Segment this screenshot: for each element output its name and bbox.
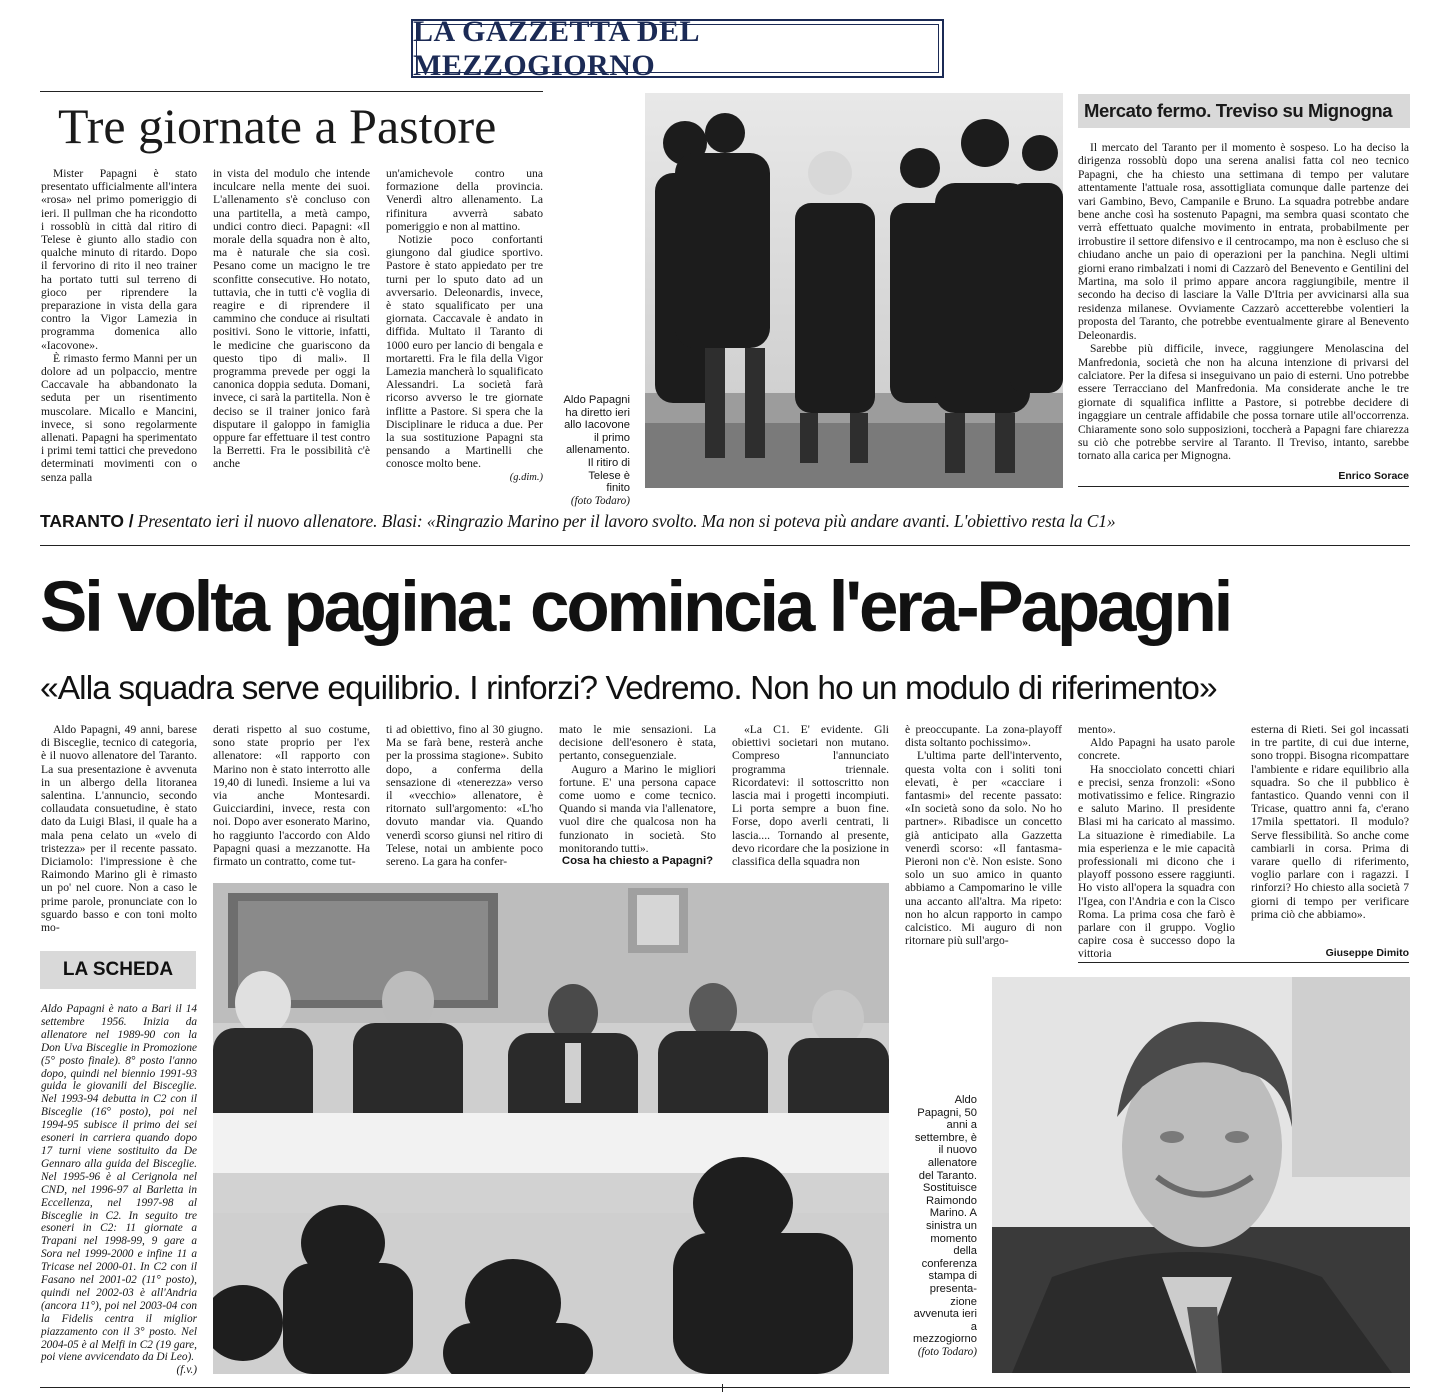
caption-line: Papagni, 50 [917,1106,977,1119]
caption-line: Aldo [954,1094,977,1106]
photo-credit: (foto Todaro) [917,1345,977,1358]
conference-photo [213,883,889,1374]
caption-line: mezzogiorno [912,1333,977,1346]
caption-line: a [970,1320,977,1333]
sidebar-headline: Mercato fermo. Treviso su Mignogna [1084,100,1393,121]
masthead-title: LA GAZZETTA DEL MEZZOGIORNO [413,14,699,82]
main-col-8 [1251,723,1409,921]
caption-line: zione [950,1295,977,1308]
masthead [411,14,944,82]
scheda-signature: (f.v.) [176,1364,197,1377]
sidebar-headline-box [1078,94,1410,128]
main-author-rule [1078,962,1409,963]
caption-line: il nuovo [938,1144,977,1157]
sidebar-body [1078,142,1409,464]
caption-line: allenatore [927,1156,977,1169]
top-left-rule [40,91,543,92]
main-col-6 [905,723,1062,947]
main-col2-p1: derati rispetto al suo costume, sono state proprio per l'ex allenatore: «Il rapporto con Marino non è stato interrotto alle 19,40 di lunedì. Insieme a lui va via anche Montesardi. Guicciardini, invece, resta con noi. Dopo aver esonerato Marino, ho raggiunto l'accordo con Aldo Papagni quasi a mezzanotte. Ha firmato un contratto, come tut- [213,723,370,869]
top-article-col-1 [41,167,197,484]
caption-line: sinistra un [926,1219,977,1232]
conference-photo-image [213,883,889,1374]
caption-line: Il ritiro di [587,456,630,469]
caption-line: del Taranto. [918,1169,977,1182]
top-headline: Tre giornate a Pastore [58,98,497,154]
kicker-text: Presentato ieri il nuovo allenatore. Blasi: «Ringrazio Marino per il lavoro svolto. Ma non si poteva più andare avanti. L'obiettivo resta la C1» [137,511,1116,531]
kicker [40,511,1410,532]
main-subheadline: «Alla squadra serve equilibrio. I rinforzi? Vedremo. Non ho un modulo di riferimento» [40,670,1217,707]
kicker-label: TARANTO / [40,511,134,531]
main-col1-p1: Aldo Papagni, 49 anni, barese di Bisceglie, tecnico di categoria, è il nuovo allenatore del Taranto. La sua presentazione è avvenuta in un albergo della litoranea salentina. L'annuncio, secondo collaudata consuetudine, è stato dato da Luigi Blasi, il quale ha a mala pena celato un «velo di tristezza» per il recente passato. Diciamolo: l'impressione è che Raimondo Marino gli è rimasto un po' nel cuore. Non a caso le prime parole, pronunciate con lo sguardo basso e con toni molto mo- [41,723,197,935]
main-col3-p1: ti ad obiettivo, fino al 30 giugno. Ma se farà bene, resterà anche per la prossima stagione». Subito dopo, a conferma della sensazione di «tenerezza» verso il «vecchio» allenatore, è ritornato sull'argomento: «L'ho dovuto mandar via. Quando venerdì scorso giunsi nel ritiro di Telese, notai un ambiente poco sereno. La gara ha confer- [386,723,543,869]
caption-line: stampa di [928,1270,977,1283]
papagni-portrait-image [992,977,1410,1373]
training-photo [645,93,1063,488]
top-col1-p2: È rimasto fermo Manni per un dolore ad un polpaccio, mentre Caccavale ha abbandonato la seduta per un risentimento muscolare. Micallo e Mancini, invece, si sono regolarmente allenati. Papagni ha sperimentato i primi temi tattici che prevedono determinati movimenti con o senza palla [41,351,197,484]
top-col3-p1: un'amichevole contro una formazione della provincia. Venerdì altro allenamento. La rifinitura avverrà sabato pomeriggio e non al mattino. [386,167,543,233]
training-photo-image [645,93,1063,488]
caption-line: momento [930,1232,977,1245]
caption-line: presenta- [929,1282,977,1295]
top-photo-caption [552,394,630,507]
portrait-caption [897,1094,977,1358]
top-signature: (g.dim.) [509,471,543,483]
main-col7-p3: Ha snocciolato concetti chiari e precisi, senza fronzoli: «Sono motivatissimo e felice. Ringrazio e saluto Marino. Il presidente Blasi mi ha caricato al massimo. La situazione è rimediabile. La mia esperienza e le mie capacità professionali mi dicono che i playoff possono essere raggiunti. Ho visto all'opera la squadra con l'Igea, con l'Andria e con la Cisco Roma. La prima cosa che farò è parlare con il gruppo. Voglio capire cosa è successo dopo la vittoria [1078,762,1235,961]
caption-line: conferenza [921,1257,977,1270]
main-col4-p2: Auguro a Marino le migliori fortune. E' una persona capace come uomo e come tecnico. Quando si manda via l'allenatore, vuol dire che qualcosa non ha funzionato in società. Sto monitorando tutti». [559,762,716,855]
sidebar-author: Enrico Sorace [1338,470,1409,482]
caption-line: il primo [593,431,630,444]
caption-line: finito [606,482,630,495]
sidebar-p1: Il mercato del Taranto per il momento è sospeso. Lo ha deciso la dirigenza rossoblù dopo una serena analisi fatta col neo tecnico Papagni, che ha chiesto una settimana di tempo per valutare attentamente l'attuale rosa, assottigliata comunque dalle partenze dei vari Gambino, Bevo, Campanile e Bruno. La squadra potrebbe andare bene anche così ha sostenuto Papagni, ma sembra quasi scontato che verrà effettuato qualche movimento in entrata, probabilmente per irrobustire il settore difensivo e il centrocampo, ma non è escluso che si chiudano anche un paio di operazioni per la panchina. Negli ultimi giorni erano rimbalzati i nomi di Cazzarò del Benevento e Gentilini del Martina, ma solo il primo appare ancora raggiungibile, mentre il secondo ha deciso di lasciare la Valle D'Itria per avvicinarsi alla sua residenza milanese. Ovviamente Cazzarò accetterebbe volentieri la proposta del Taranto, che potrebbe eventualmente girare al Benevento Deleonardis. [1078,142,1409,342]
sidebar-p2: Sarebbe più difficile, invece, raggiungere Menolascina del Manfredonia, società che non ha alcuna intenzione di privarsi del calciatore. Per la difesa si inseguivano un paio di esterni. Uno potrebbe essere Terracciano del Manfredonia. Ma considerate anche le tre giornate di squalifica inflitte a Pastore, si potrebbe decidere di ingaggiare un centrale affidabile che possa tornare utile all'occorrenza. Chiaramente sono solo supposizioni, toccherà a Papagni fare chiarezza su ciò che potrebbe servire al Taranto. Il Treviso, intanto, sarebbe tornato alla carica per Mignogna. [1078,343,1409,463]
top-col1-p1: Mister Papagni è stato presentato ufficialmente all'intera «rosa» nel primo pomeriggio di ieri. Il pullman che ha ricondotto i rossoblù in città dal ritiro di Telese è giunto allo stadio con qualche minuto di ritardo. Dopo il fervorino di rito il neo trainer ha portato tutti sul terreno di gioco per riprendere la preparazione in vista della gara contro la Vigor Lamezia in programma domenica allo «Iacovone». [41,167,197,352]
question: Cosa ha chiesto a Papagni? [561,855,714,868]
main-col6-p2: L'ultima parte dell'intervento, questa volta con i soliti toni elevati, è per «cacciare i fantasmi» del recente passato: «In società sono da solo. No ho partner». Ribadisce un concetto già anticipato alla Gazzetta venerdì scorso: «Il fantasma-Pieroni non c'è. Non esiste. Sono solo un suo amico in quanto abbiamo a Campomarino le ville una accanto all'altra. Ma ripeto: non ho alcun rapporto in campo calcistico. Mi auguro di non ritornare più sull'argo- [905,749,1062,948]
sidebar-bottom-rule [1078,486,1409,487]
caption-line: Sostituisce [922,1182,977,1195]
photo-credit: (foto Todaro) [570,494,630,507]
caption-line: settembre, è [914,1131,977,1144]
scheda-text: Aldo Papagni è nato a Bari il 14 settembre 1956. Inizia da allenatore nel 1989-90 con la Don Uva Bisceglie in Promozione (5° posto finale). 8° posto l'anno dopo, quindi nel biennio 1991-93 guida le giovanili del Bisceglie. Nel 1993-94 debutta in C2 con il Bisceglie (16° posto), poi nel 1994-95 subisce il primo dei sei esoneri in carriera quando dopo 17 turni viene sostituito da De Gennaro alla guida del Bisceglie. Nel 1995-96 è al Cerignola nel CND, nel 1996-97 al Barletta in Eccellenza, nel 1997-98 al Bisceglie in C2. In seguito tre esoneri in C2: 11 giornate a Trapani nel 1998-99, 9 gare a Sora nel 1999-2000 e infine 11 a Tricase nel 2000-01. In C2 con il Fasano nel 2001-02 (11° posto), quindi nel 2002-03 è all'Andria (ancora 11°), poi nel 2003-04 con la Fidelis centra il miglior piazzamento con il 3° posto. Nel 2004-05 è al Melfi in C2 (19 gare, poi viene avvicendato da Di Leo). [41,1003,197,1364]
caption-line: della [953,1245,977,1258]
main-author: Giuseppe Dimito [1325,947,1409,959]
main-col-3 [386,723,543,868]
top-article-col-3 [386,167,543,484]
caption-line: Raimondo [926,1194,977,1207]
bottom-center-tick [722,1384,723,1392]
caption-line: Aldo Papagni [563,394,630,406]
scheda-body [41,1003,197,1377]
caption-line: allenamento. [565,444,630,457]
main-headline: Si volta pagina: comincia l'era-Papagni [40,568,1231,647]
caption-line: Marino. A [929,1207,977,1220]
main-col8-p1: esterna di Rieti. Sei gol incassati in tre partite, di cui due interne, sono troppi. Bisogna ricompattare l'ambiente e ridare equilibrio alla squadra. So che il pubblico è fantastico. Quando venni con il Tricase, quattro anni fa, c'erano 17mila spettatori. Il modulo? Serve flessibilità. So anche come cambiarli in corsa. Prima di varare quello di riferimento, voglio parlare con i ragazzi. I rinforzi? Ho chiesto alla società 7 giorni di tempo per verificare prima ciò che abbiamo». [1251,723,1409,921]
top-col3-p2: Notizie poco confortanti giungono dal giudice sportivo. Pastore è stato appiedato per tre turni per lo sputo dato ad un avversario. Deleonardis, invece, è stato squalificato per una giornata. Caccavale è andato in diffida. Multato il Taranto di 1000 euro per lancio di bengala e mortaretti. Fra le fila della Vigor Lamezia mancherà lo squalificato Alessandri. La società farà ricorso avverso le tre giornate inflitte a Pastore. Si spera che la Disciplinare le riduca a due. Per la sua sostituzione Papagni sta pensando a Martinelli che conosce molto bene. [386,233,543,471]
main-col-5 [732,723,889,868]
main-col-2 [213,723,370,868]
main-col-7 [1078,723,1235,961]
scheda-title: LA SCHEDA [62,959,174,980]
main-col-1 [41,723,197,934]
scheda-title-box [40,951,196,989]
bottom-rule [40,1387,1410,1388]
main-col7-p2: Aldo Papagni ha usato parole concrete. [1078,736,1235,763]
main-col4-p1: mato le mie sensazioni. La decisione dell'esonero è stata, pertanto, conseguenziale. [559,723,716,763]
papagni-portrait [992,977,1410,1373]
caption-line: avvenuta ieri [913,1308,977,1321]
top-article-col-2 [213,167,370,471]
main-col5-p1: «La C1. E' evidente. Gli obiettivi societari non mutano. Compreso l'annunciato programma triennale. Ricordatevi: il sottoscritto non lascia mai i progetti incompiuti. Li porta sempre a buon fine. Forse, dopo averli centrati, li lascia.... Tornando al presente, devo ricordare che la posizione in classifica della squadra non [732,723,889,869]
caption-line: Telese è [588,469,630,482]
kicker-rule [40,545,1410,546]
top-col2-p1: in vista del modulo che intende inculcare nella mente dei suoi. L'allenamento s'è concluso con una partitella, a metà campo, undici contro dieci. Papagni: «Il morale della squadra non è alto, ma è naturale che sia così. Pesano come un macigno le tre sconfitte consecutive. Ho notato, tuttavia, che in tutti c'è voglia di reagire e di riprendere il cammino che conduce ai risultati positivi. Sono le vittorie, infatti, le medicine che guariscono da questo tipo di mali». Il programma prevede per oggi la canonica doppia seduta. Domani, invece, ci sarà la partitella. Non è deciso se il trainer jonico farà disputare il galoppo in famiglia oppure far effettuare il test contro la Berretti. Fra le possibilità c'è anche [213,167,370,471]
caption-line: anni a [946,1119,977,1132]
caption-line: ha diretto ieri [565,406,630,419]
main-col7-p1: mento». [1078,723,1116,736]
main-col6-p1: è preoccupante. La zona-playoff dista soltanto pochissimo». [905,723,1062,750]
caption-line: allo Iacovone [564,419,630,432]
main-col-4 [559,723,716,868]
